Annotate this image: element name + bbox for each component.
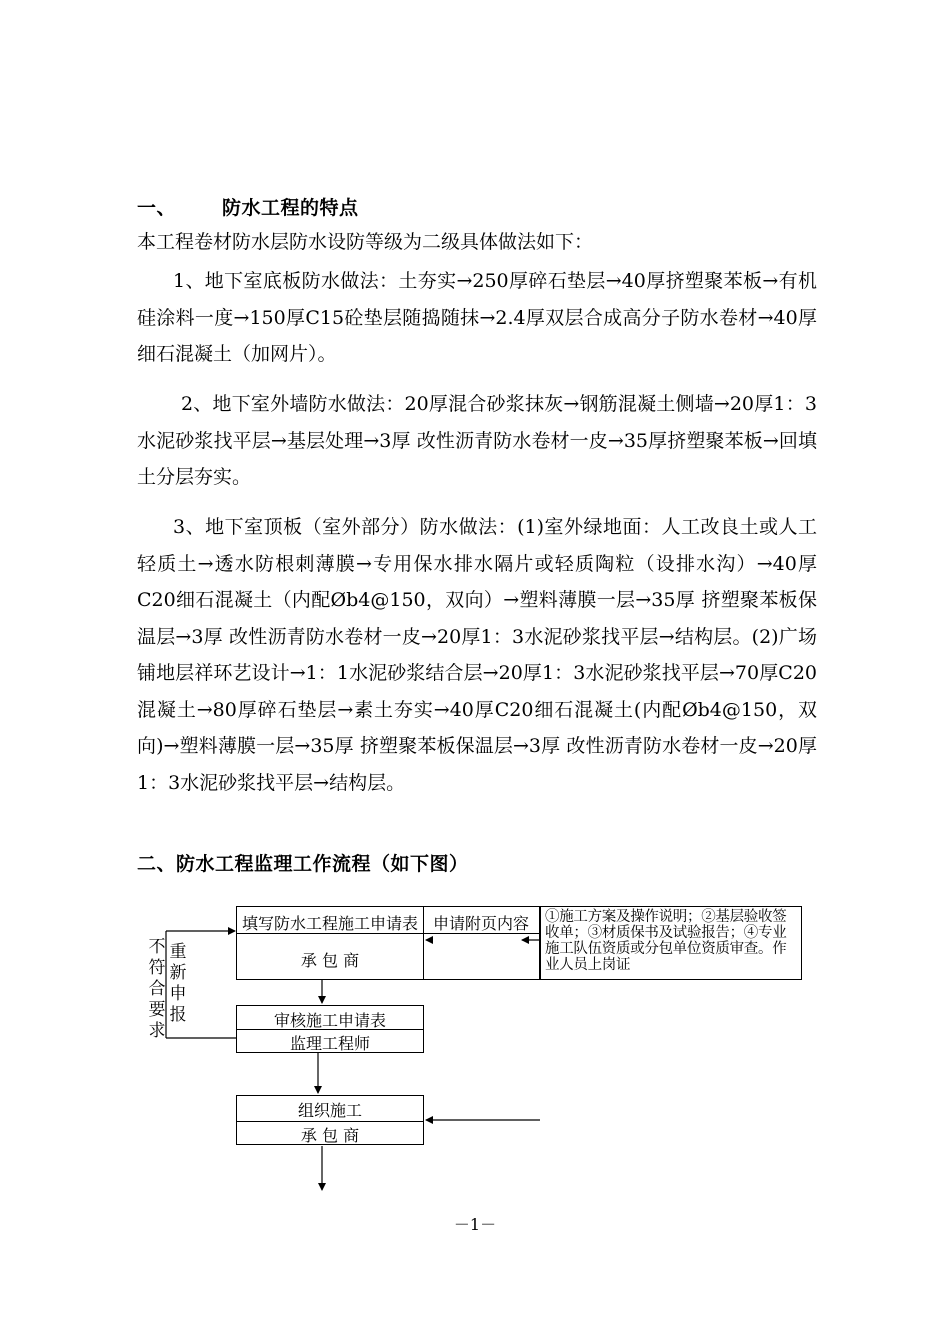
page-number: －1－	[453, 1215, 497, 1234]
attach-detail-box: ①施工方案及操作说明；②基层验收签收单；③材质保书及试验报告；④专业施工队伍资质或分包单位资质审查。作业人员上岗证	[540, 906, 802, 980]
apply-form-title: 填写防水工程施工申请表	[241, 914, 418, 933]
section1-title: 防水工程的特点	[222, 197, 359, 219]
attach-label-box	[423, 906, 540, 980]
section1-intro: 本工程卷材防水层防水设防等级为二级具体做法如下：	[137, 231, 594, 253]
construct-contractor: 承 包 商	[300, 1126, 360, 1145]
resubmit-label: 重 新 申 报	[169, 942, 187, 1025]
apply-form-contractor: 承 包 商	[300, 951, 360, 970]
item-1: 1、地下室底板防水做法：土夯实→250厚碎石垫层→40厚挤塑聚苯板→有机硅涂料一度→150厚C15砼垫层随捣随抹→2.4厚双层合成高分子防水卷材→40厚细石混凝土（加网片）。	[137, 270, 817, 365]
attach-label: 申请附页内容	[432, 914, 529, 933]
construct-title: 组织施工	[297, 1101, 362, 1120]
item-3: 3、地下室顶板（室外部分）防水做法：(1)室外绿地面：人工改良土或人工轻质土→透水防根刺薄膜→专用保水排水隔片或轻质陶粒（设排水沟）→40厚C20细石混凝土（内配Øb4@150，双向）→塑料薄膜一层→35厚 挤塑聚苯板保温层→3厚 改性沥青防水卷材一皮→20厚1：3水泥砂浆找平层→结构层。(2)广场铺地层祥环艺设计→1：1水泥砂浆结合层→20厚1：3水泥砂浆找平层→70厚C20混凝土→80厚碎石垫层→素土夯实→40厚C20细石混凝土(内配Øb4@150，双向)→塑料薄膜一层→35厚 挤塑聚苯板保温层→3厚 改性沥青防水卷材一皮→20厚1：3水泥砂浆找平层→结构层。	[137, 516, 817, 794]
section2-heading: 二、防水工程监理工作流程（如下图）	[137, 853, 469, 875]
construct-box	[236, 1095, 424, 1145]
item-2: 2、地下室外墙防水做法：20厚混合砂浆抹灰→钢筋混凝土侧墙→20厚1：3水泥砂浆找平层→基层处理→3厚 改性沥青防水卷材一皮→35厚挤塑聚苯板→回填土分层夯实。	[137, 393, 817, 488]
section1-heading	[137, 196, 359, 220]
review-engineer: 监理工程师	[289, 1034, 370, 1053]
review-box	[236, 1005, 424, 1053]
review-title: 审核施工申请表	[273, 1011, 386, 1030]
section1-number: 一、	[137, 197, 177, 219]
apply-form-box	[236, 906, 424, 980]
fail-requirement-label: 不 符 合 要 求	[148, 937, 166, 1041]
